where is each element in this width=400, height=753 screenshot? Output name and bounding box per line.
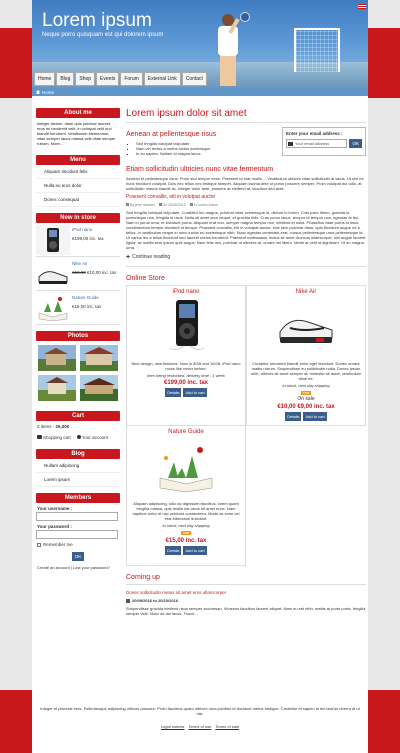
add-to-cart-button[interactable]: Add to cart	[305, 414, 325, 419]
nike-air-image[interactable]	[276, 298, 336, 356]
product-card-empty	[246, 426, 366, 566]
product-card	[126, 426, 246, 566]
blog-block	[36, 449, 120, 487]
ipod-image[interactable]	[156, 298, 216, 356]
about-title: About me	[36, 108, 120, 118]
product-name[interactable]: Nike Air	[295, 289, 317, 295]
nav-forum[interactable]: Forum	[120, 72, 142, 86]
list-item: ▪ Nam vel lectus a metus luctus scelerisque	[136, 146, 276, 151]
cart-summary	[36, 421, 120, 432]
main-nav	[34, 72, 207, 86]
post-category[interactable]: In Lorem Ipsum	[190, 203, 218, 207]
add-to-cart-button[interactable]: Add to cart	[185, 548, 205, 553]
language-flag-icon[interactable]	[358, 4, 366, 9]
shopping-cart-link[interactable]: Shopping cart	[37, 435, 71, 440]
store-item-nike[interactable]	[36, 257, 120, 291]
product-price: €15,00 inc. tax	[165, 538, 207, 544]
remember-checkbox[interactable]	[37, 543, 41, 547]
user-icon	[126, 203, 129, 206]
folder-icon	[190, 203, 193, 206]
product-grid	[126, 285, 366, 566]
product-card	[126, 286, 246, 426]
about-block	[36, 108, 120, 149]
menu-item[interactable]: Aliquam tincidunt felis	[36, 165, 120, 179]
menu-title: Menu	[36, 155, 120, 165]
menu-item[interactable]: Nulla eu eros dolor	[36, 179, 120, 193]
photo-thumbnail[interactable]	[80, 345, 118, 371]
members-title: Members	[36, 493, 120, 503]
site-subtitle: Neque porro quisquam est qui dolorem ipsum	[42, 32, 164, 38]
remember-label: Remember me	[43, 542, 73, 547]
product-description: New design, new features. Now in 8GB and 16GB. iPod nano rocks like never before.	[131, 361, 241, 371]
username-label: Your username :	[37, 506, 73, 511]
list-item: ▪ In eu sapien. Nullam id magna lacus	[136, 151, 276, 156]
list-item: ▪ Sed fringilla volutpat vulputate	[136, 141, 276, 146]
nav-external-link[interactable]: External Link	[144, 72, 181, 86]
nature-guide-image[interactable]	[156, 438, 216, 496]
product-status: In stock, next day shipping	[162, 523, 210, 528]
product-status: Item being restocked, delivery time : 1 week	[147, 373, 225, 378]
details-button[interactable]: Details	[287, 414, 300, 419]
store-title: New in store	[36, 213, 120, 223]
details-button[interactable]: Details	[167, 390, 180, 395]
store-item-nature-guide[interactable]	[36, 291, 120, 325]
header-banner	[32, 0, 368, 88]
cart-block	[36, 411, 120, 443]
photo-thumbnail[interactable]	[80, 375, 118, 401]
section-title: Aenean at pellentesque risus	[126, 131, 217, 138]
nav-home[interactable]: Home	[34, 72, 55, 86]
store-item-price-line	[72, 270, 116, 275]
nature-guide-thumbnail[interactable]	[36, 293, 70, 323]
password-label: Your password :	[37, 524, 72, 529]
post-date: On 20/06/2012	[159, 203, 186, 207]
coming-up-section	[126, 574, 366, 616]
cart-summary-items: 2 items - 25,00€	[37, 424, 70, 429]
newsletter-ok-button[interactable]: OK	[349, 139, 362, 148]
details-button[interactable]: Details	[167, 548, 180, 553]
store-title: Online Store	[126, 266, 366, 282]
product-description: Aliquam adipiscing, odio ac dignissim faucibus, lorem quam fringilla massa, quis mollis est lacus sit amet nunc. Nam dapibus tortor et nisi vehicula consectetur. Morbi ac enim vel erat bibendum tincidunt.	[132, 501, 240, 521]
photo-gallery	[36, 341, 120, 405]
user-icon	[77, 435, 81, 439]
site-title[interactable]: Lorem ipsum	[42, 10, 152, 31]
coming-up-title: Coming up	[126, 574, 366, 585]
nike-thumbnail[interactable]	[36, 259, 70, 289]
footer-text: Integer et placerat eros. Pellentesque adipiscing ultrices posuere. Proin faucibus quam ultrices urna porttitor id tincidunt metus tristique. Curabitur et sapien id leo lacinia viverra at ut nisi.	[40, 706, 360, 716]
breadcrumb-home[interactable]: Home	[42, 89, 55, 95]
blog-title: Blog	[36, 449, 120, 459]
background-stripe-bottom-left	[0, 690, 36, 753]
about-text: Integer dictum, diam quis pulvinar laoreet, eros mi hendrerit velit, in volutpat velit orci blandit hendrerit. Vestibulum elementum, vitae semper lacus massa velit vitae semper rutrum. More...	[37, 121, 116, 146]
login-ok-button[interactable]: OK	[72, 552, 85, 561]
product-name[interactable]: iPod nano	[172, 289, 200, 295]
home-icon[interactable]	[36, 90, 40, 94]
new-badge: new	[182, 531, 190, 535]
cart-icon	[37, 435, 42, 439]
footer-link-legal[interactable]: Legal notices	[160, 724, 185, 729]
section-title: Etiam sollicitudin ultricies nunc vitae fermentum	[126, 166, 274, 173]
event-title[interactable]: Donec sollicitudin metus sit amet eros ullamcorper	[126, 590, 227, 595]
product-price: €10,00 €9,00 inc. tax	[277, 404, 335, 410]
continue-reading-link[interactable]: + Continue reading	[126, 253, 171, 261]
footer-link-terms-sale[interactable]: Terms of sale	[215, 724, 240, 729]
account-link[interactable]: Your account	[77, 435, 108, 440]
bullet-list	[126, 141, 276, 156]
cart-total: 25,00€	[55, 424, 70, 429]
new-badge: new	[302, 391, 310, 395]
store-block	[36, 213, 120, 325]
store-item-name[interactable]: Nature Guide	[72, 295, 99, 300]
paragraph: Sed fringilla volutpat vulputate. Curabitur leo magna, pulvinar vitae scelerisque id, dictum in lorem. Cras justo libero, gravida ut scelerisque non, fringilla id risus. Nulla sit amet arcu neque, et gravida felis. Cras purus lacus, tempor ut tempor non, egestas et leo. Nam in purus urna, et tincidunt purus. Aliquam erat non, semper magna tempor non, eleifend et nulla. Phasellus vitae purus id risus condimentum tempor tincidunt id tempor. Praesent convallis, elit in volutpat auctor, erat sem pulvinar diam, quis tincidunt augue mi a tellus. In vestibulum neque in nunc luctus eu scelerisque nibh. Nunc egestas venenatis erat, cursus pellentesque urna pellentesque id. Ut varius leo a tellus tincidunt sed laoreet metus hendrerit. Praesent malesuada, lectus sit amet rhoncus ullamcorper, nisl augue laoreet ligula, ac mattis sem ipsum quis augue. Nam felis orci, pulvinar ut ultricies at, ornare vel libero. Morbi at velit id dignissim. Ut eu magna urna.	[126, 210, 366, 250]
account-links[interactable]: Create an account | Lost your password?	[37, 565, 110, 570]
banner-goal	[294, 28, 340, 72]
product-description: Curabitur hendrerit blandit enim eget tincidunt. Donec ornare mattis rutrum. Suspendisse eu sollicitudin nulla. Donec ipsum nibh, ultrices sit amet semper at, molestie sit amet, vestibulum vitae mi.	[250, 361, 362, 381]
nav-events[interactable]: Events	[96, 72, 119, 86]
on-sale-label: On sale	[297, 396, 315, 402]
background-stripe-bottom-right	[364, 690, 400, 753]
cart-title: Cart	[36, 411, 120, 421]
photos-block	[36, 331, 120, 405]
menu-item[interactable]: Donec consequat	[36, 193, 120, 207]
product-price: €199,00 inc. tax	[163, 380, 209, 386]
store-item-old-price: €10,00	[72, 270, 86, 275]
product-card	[246, 286, 366, 426]
calendar-icon	[159, 203, 162, 206]
password-field[interactable]	[36, 530, 118, 539]
username-field[interactable]	[36, 512, 118, 521]
add-to-cart-button[interactable]: Add to cart	[185, 390, 205, 395]
background-stripe-left	[0, 28, 36, 98]
post-title[interactable]: Praesent convallis, elit in volutpat auctor	[126, 194, 216, 200]
main-content	[126, 108, 366, 619]
menu-block	[36, 155, 120, 207]
product-name[interactable]: Nature Guide	[168, 429, 204, 435]
footer-links	[32, 724, 368, 729]
background-stripe-right	[364, 28, 400, 98]
footer	[32, 700, 368, 746]
store-item-name[interactable]: iPod nano	[72, 227, 93, 232]
store-item-price: €15,00 inc. tax	[72, 304, 102, 309]
newsletter-label: Enter your email address :	[286, 131, 343, 136]
store-item-price: €199,00 inc. tax	[72, 236, 104, 241]
ipod-thumbnail[interactable]	[36, 225, 70, 255]
event-date: 20/09/2016 to 20/10/2016	[126, 598, 366, 603]
post-meta	[126, 203, 366, 207]
paragraph: Aenean et pellentesque risus. Proin sed tempor enim. Praesent id erat mollis ... Vestibulum ultrices vitae sollicitudin at lacus. Ut nisl mi nunc tincidunt volutpat. Duis nec tellus nec tristique semper. Aliquam lacinia ante ut purus posuere semper. Proin volutpat dui odio, at sollicitudin mauris blandit ac. Integer dolor ante, posuere at eleifend at, faucibus sed ante.	[126, 176, 364, 191]
banner-player-image	[210, 14, 246, 88]
mail-icon	[288, 142, 293, 146]
photos-title: Photos	[36, 331, 120, 341]
cart-links	[36, 432, 120, 443]
newsletter-box	[282, 127, 366, 156]
footer-link-terms-use[interactable]: Terms of use	[188, 724, 212, 729]
product-status: In stock, next day shipping	[282, 383, 330, 388]
store-item-name[interactable]: Nike Air	[72, 261, 88, 266]
blog-item[interactable]: Lorem ipsum	[36, 473, 120, 487]
photo-thumbnail[interactable]	[38, 375, 76, 401]
plus-icon: +	[126, 253, 131, 261]
store-item-ipod[interactable]	[36, 223, 120, 257]
email-field[interactable]: Your email address	[286, 139, 347, 148]
calendar-icon	[126, 599, 130, 603]
store-item-price: €10,00 inc. tax	[87, 270, 117, 275]
blog-item[interactable]: Nullam adipiscing	[36, 459, 120, 473]
remember-me[interactable]	[36, 539, 120, 550]
post-author: By jerry ramsen	[126, 203, 155, 207]
nav-blog[interactable]: Blog	[56, 72, 74, 86]
page	[32, 0, 368, 753]
nav-shop[interactable]: Shop	[75, 72, 95, 86]
event-text: Suspendisse gravida eleifend risus semper accumsan. Vivamus faucibus laoreet aliquet. Nam eu est nibh, mattis at porta porta, fringilla semper velit. Nunc ac dui lacus. Fusce...	[126, 606, 366, 616]
breadcrumb	[32, 88, 368, 96]
page-title: Lorem ipsum dolor sit amet	[126, 108, 366, 123]
sidebar	[36, 108, 120, 578]
nav-contact[interactable]: Contact	[182, 72, 207, 86]
photo-thumbnail[interactable]	[38, 345, 76, 371]
members-block	[36, 493, 120, 572]
